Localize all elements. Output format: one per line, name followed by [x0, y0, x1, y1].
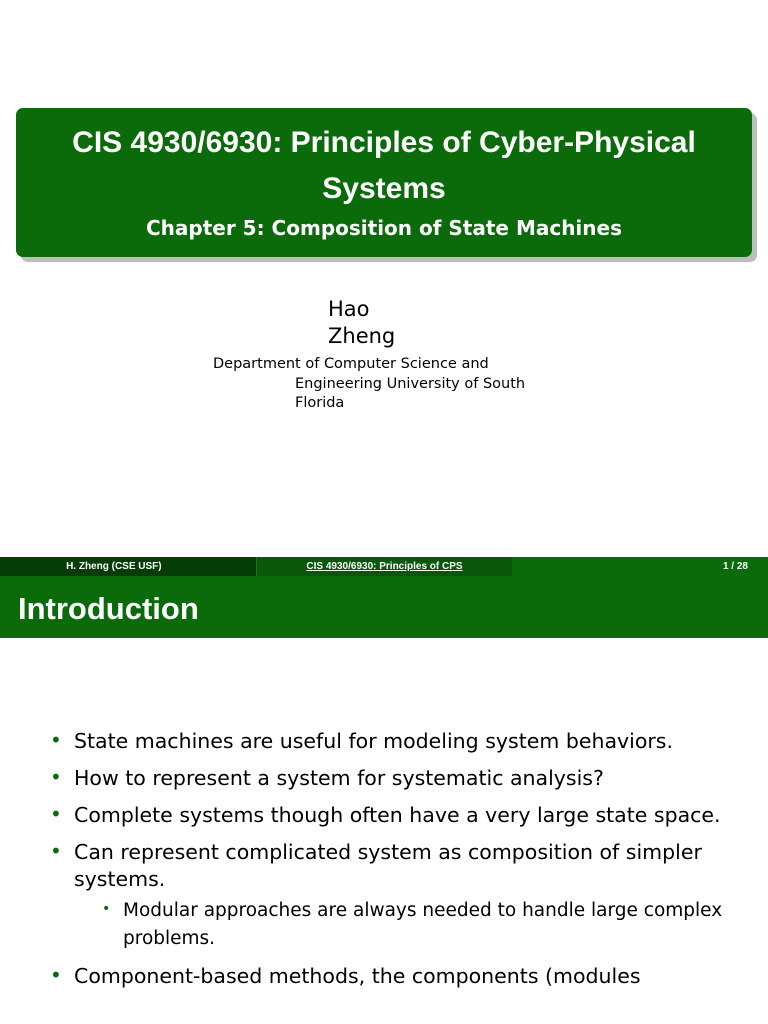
footer-course-link[interactable]: CIS 4930/6930: Principles of CPS — [256, 557, 513, 576]
affiliation — [213, 355, 525, 414]
bullet-icon: • — [50, 963, 62, 987]
sub-bullet-icon: • — [102, 901, 111, 917]
list-item — [50, 802, 750, 829]
slide-title: CIS 4930/6930: Principles of Cyber-Physical Systems — [72, 126, 696, 205]
slide-subtitle: Chapter 5: Composition of State Machines — [146, 216, 622, 240]
list-item — [50, 728, 750, 755]
bullet-icon: • — [50, 839, 62, 863]
bullet-text: State machines are useful for modeling system behaviors. — [74, 729, 674, 753]
bullet-text: Component-based methods, the components (modules — [74, 964, 641, 988]
footer-page-number: 1 / 28 — [512, 557, 768, 576]
sub-bullet-text: Modular approaches are always needed to handle large complex problems. — [123, 900, 723, 949]
author-name: Hao Zheng — [328, 297, 396, 348]
bullet-list — [50, 728, 750, 1000]
list-item — [50, 839, 750, 893]
sub-list-item — [50, 897, 750, 953]
bullet-text: Complete systems though often have a very large state space. — [74, 803, 721, 827]
list-item-partial — [50, 963, 750, 990]
list-item — [50, 765, 750, 792]
bullet-icon: • — [50, 802, 62, 826]
slide-footer — [0, 557, 768, 576]
footer-author: H. Zheng (CSE USF) — [0, 557, 256, 576]
bullet-text: Can represent complicated system as composition of simpler systems. — [74, 840, 702, 891]
affiliation-line-1: Department of Computer Science and — [213, 356, 489, 372]
section-title: Introduction — [18, 591, 199, 626]
bullet-icon: • — [50, 765, 62, 789]
affiliation-line-2: Engineering University of South — [295, 375, 526, 392]
bullet-icon: • — [50, 728, 62, 752]
bullet-text: How to represent a system for systematic analysis? — [74, 766, 604, 790]
affiliation-line-3: Florida — [295, 395, 345, 411]
section-header — [0, 576, 768, 638]
